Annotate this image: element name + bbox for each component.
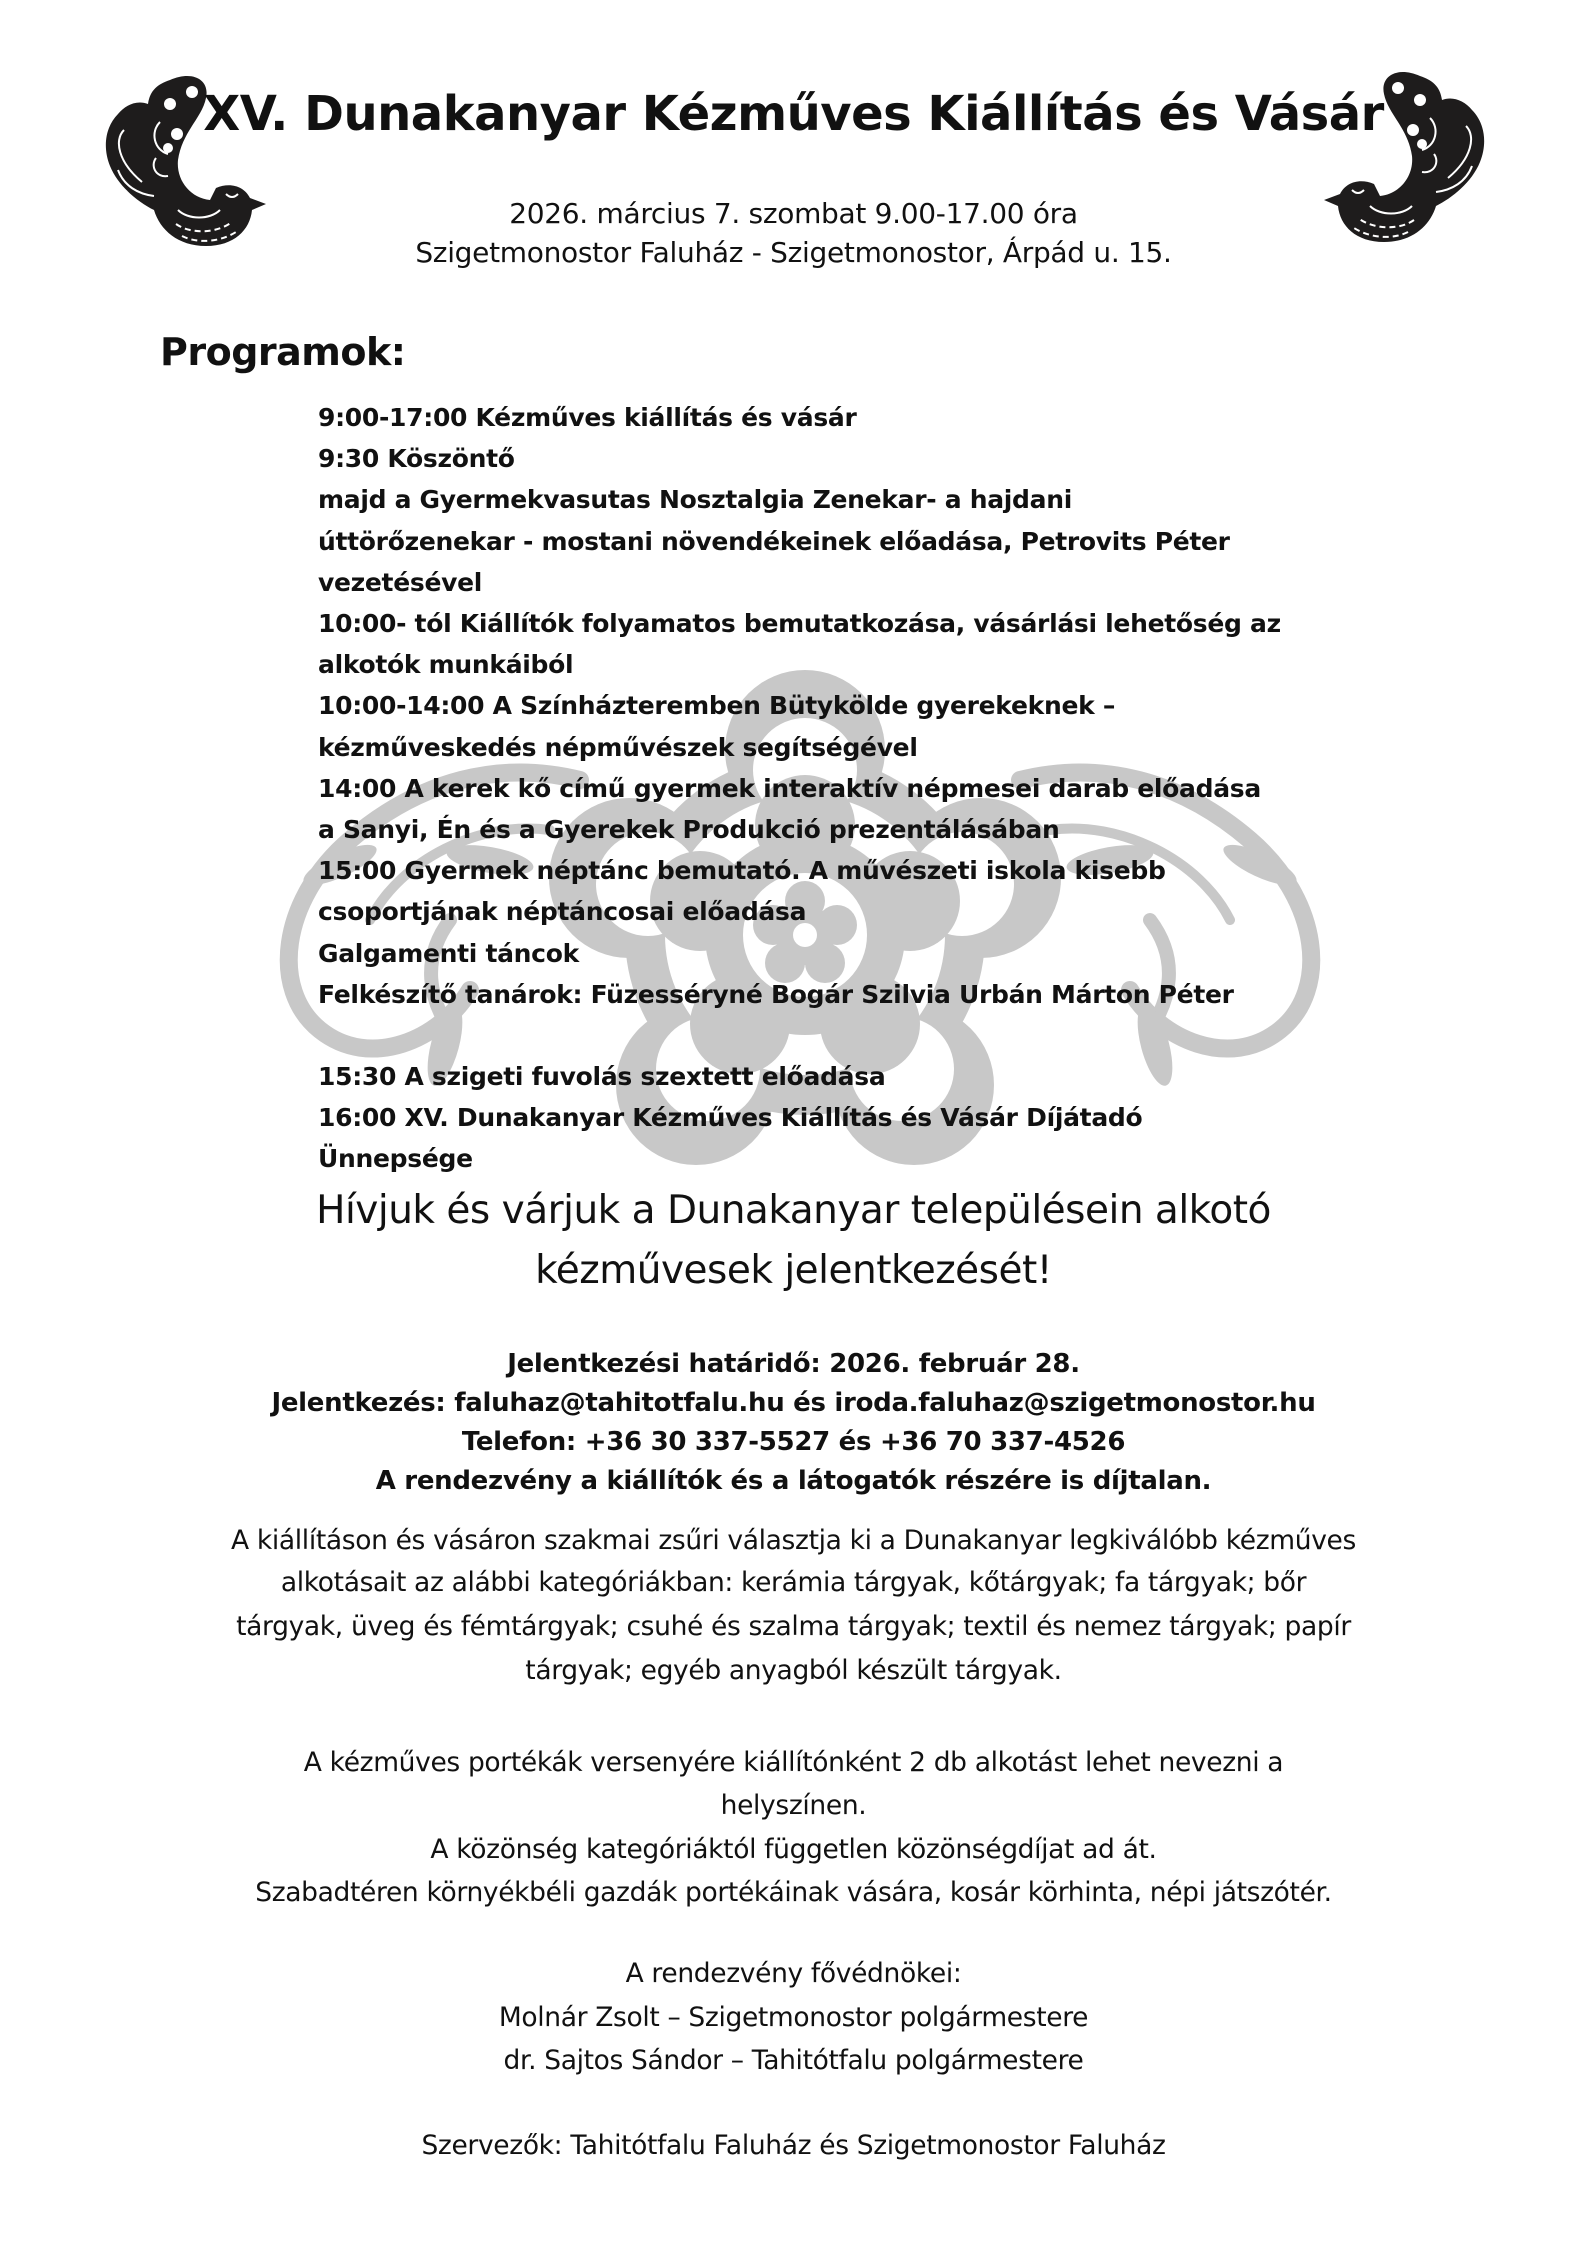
competition-line: A kézműves portékák versenyére kiállítónként 2 db alkotást lehet nevezni a — [303, 1747, 1284, 1778]
program-line: kézművesked‌és népművészek segítségével — [318, 732, 918, 762]
patron-name: Molnár Zsolt – Szigetmonostor polgármestere — [498, 2002, 1089, 2033]
program-line: csoportjának néptáncosai előadása — [318, 897, 807, 927]
program-line: vezetésével — [318, 567, 483, 597]
program-line: 15:00 Gyermek néptánc bemutató. A művészeti iskola kisebb — [318, 856, 1166, 886]
phone-numbers: Telefon: +36 30 337-5527 és +36 70 337-4526 — [461, 1427, 1126, 1457]
program-line: Galgamenti táncok — [318, 938, 579, 968]
application-deadline: Jelentkezési határidő: 2026. február 28. — [507, 1349, 1080, 1379]
event-location: Szigetmonostor Faluház - Szigetmonostor, Árpád u. 15. — [415, 236, 1172, 269]
program-line: úttörőzenekar - mostani növendékeinek előadása, Petrovits Péter — [318, 526, 1230, 556]
free-entry-note: A rendezvény a kiállítók és a látogatók részére is díjtalan. — [375, 1466, 1212, 1496]
program-line: majd a Gyermekvasutas Nosztalgia Zenekar- a hajdani — [318, 485, 1072, 515]
program-line: alkotók munkáiból — [318, 650, 574, 680]
program-line: Ünnepsége — [318, 1144, 473, 1174]
program-line: 9:30 Köszöntő — [318, 444, 515, 474]
competition-line: Szabadtéren környékbéli gazdák portékáinak vására, kosár körhinta, népi játszótér. — [255, 1877, 1332, 1908]
program-line: 14:00 A kerek kő című gyermek interaktív népmesei darab előadása — [318, 773, 1261, 803]
program-list — [318, 397, 1378, 1180]
program-line: 10:00- tól Kiállítók folyamatos bemutatkozása, vásárlási lehetőség az — [318, 609, 1281, 639]
competition-line: A közönség kategóriáktól független közönségdíjat ad át. — [430, 1834, 1157, 1865]
programs-heading: Programok: — [160, 330, 406, 374]
jury-line: A kiállításon és vásáron szakmai zsűri választja ki a Dunakanyar legkiválóbb kézműves — [231, 1525, 1356, 1556]
program-line: 15:30 A szigeti fuvolás szextett előadása — [318, 1062, 886, 1092]
page-title: XV. Dunakanyar Kézműves Kiállítás és Vásár — [203, 86, 1384, 142]
program-line: a Sanyi, Én és a Gyerekek Produkció prezentálásában — [318, 815, 1060, 845]
jury-line: tárgyak; egyéb anyagból készült tárgyak. — [525, 1655, 1062, 1686]
patrons-heading: A rendezvény fővédnökei: — [625, 1958, 962, 1989]
organizers: Szervezők: Tahitótfalu Faluház és Szigetmonostor Faluház — [421, 2130, 1166, 2161]
competition-line: helyszínen. — [720, 1790, 867, 1821]
patron-name: dr. Sajtos Sándor – Tahitótfalu polgármestere — [503, 2045, 1084, 2076]
program-line: 10:00-14:00 A Színházteremben Bütykölde gyerekeknek – — [318, 691, 1116, 721]
jury-line: alkotásait az alábbi kategóriákban: kerámia tárgyak, kőtárgyak; fa tárgyak; bőr — [280, 1567, 1307, 1598]
event-date: 2026. március 7. szombat 9.00-17.00 óra — [509, 197, 1078, 230]
application-emails: Jelentkezés: faluhaz@tahitotfalu.hu és iroda.faluhaz@szigetmonostor.hu — [271, 1388, 1316, 1418]
program-line: 16:00 XV. Dunakanyar Kézműves Kiállítás és Vásár Díjátadó — [318, 1103, 1143, 1133]
program-spacer — [318, 1015, 1378, 1056]
jury-line: tárgyak, üveg és fémtárgyak; csuhé és szalma tárgyak; textil és nemez tárgyak; papír — [236, 1611, 1351, 1642]
program-line: Felkészítő tanárok: Füzesséryné Bogár Szilvia Urbán Márton Péter — [318, 979, 1234, 1009]
program-line: 9:00-17:00 Kézműves kiállítás és vásár — [318, 403, 857, 432]
invite-line-2: kézművesek jelentkezését! — [535, 1248, 1052, 1293]
invite-line-1: Hívjuk és várjuk a Dunakanyar településein alkotó — [316, 1188, 1271, 1233]
